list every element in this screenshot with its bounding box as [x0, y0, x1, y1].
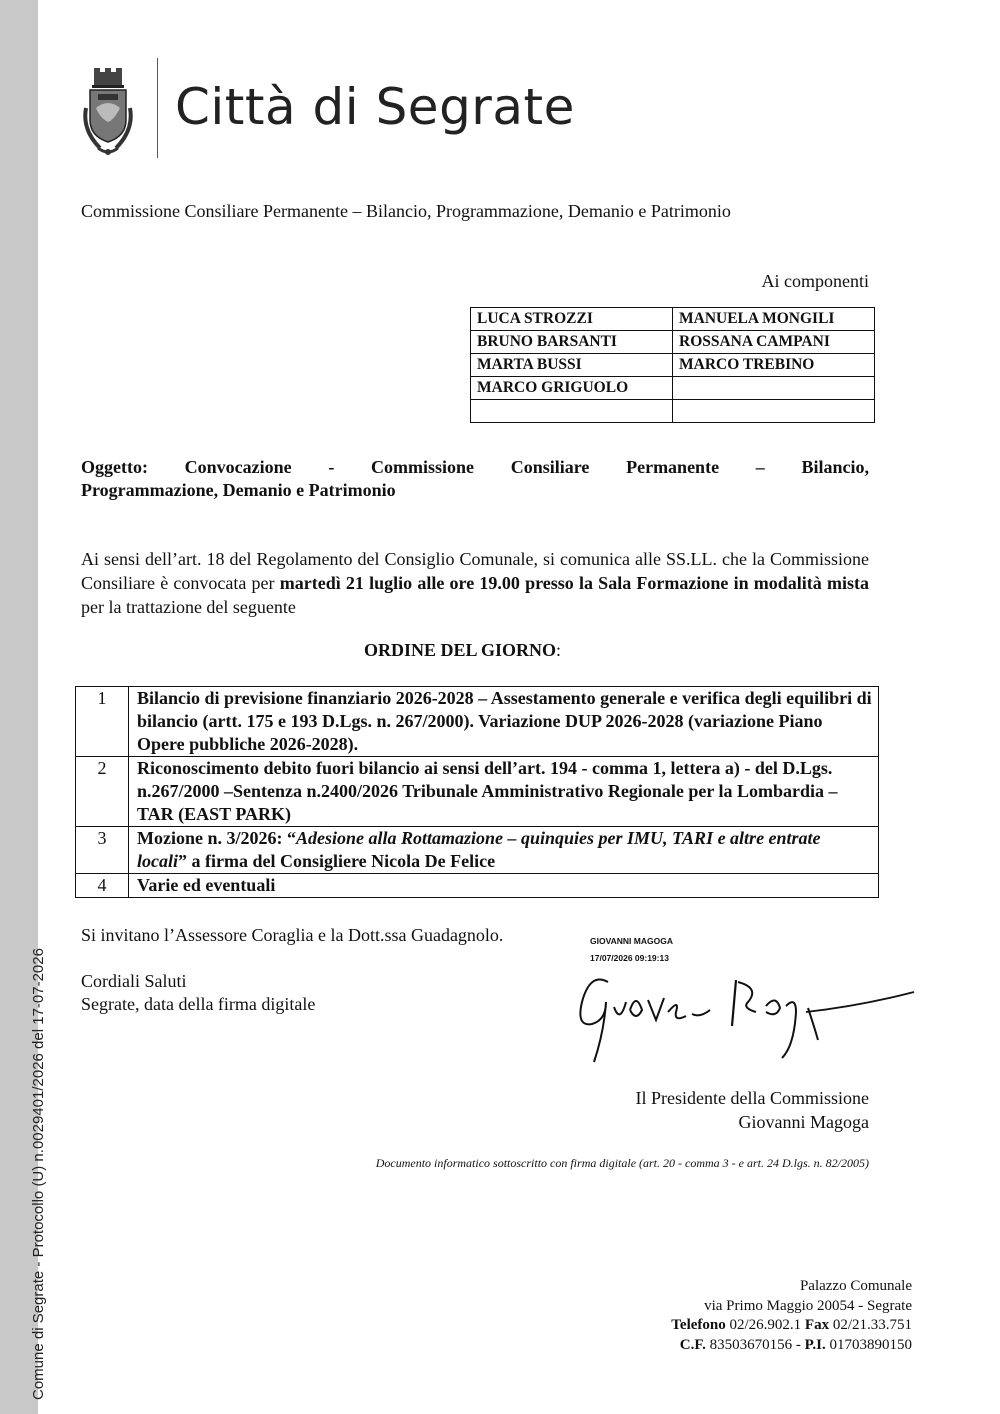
pi-label: P.I. — [804, 1336, 826, 1353]
agenda-table — [75, 686, 879, 898]
protocol-stamp: Comune di Segrate - Protocollo (U) n.0029401/2026 del 17-07-2026 — [30, 948, 47, 1400]
cf-label: C.F. — [679, 1336, 706, 1353]
closing — [81, 970, 315, 1016]
handwritten-signature — [570, 962, 920, 1072]
header-divider — [157, 58, 158, 158]
member-cell — [673, 377, 875, 400]
footer-address: via Primo Maggio 20054 - Segrate — [704, 1297, 912, 1314]
motion-title: Adesione alla Rottamazione – quinquies per IMU, TARI e altre entrate locali — [137, 828, 821, 871]
agenda-title-text: ORDINE DEL GIORNO — [364, 640, 557, 660]
agenda-title-colon: : — [556, 640, 562, 660]
agenda-text: Riconoscimento debito fuori bilancio ai sensi dell’art. 194 - comma 1, lettera a) - del D.Lgs. n.267/2000 –Sentenza n.2400/2026 Tribunale Amministrativo Regionale per la Lombardia – TAR (EAST PARK) — [129, 757, 879, 827]
subject-word: Commissione — [371, 457, 475, 477]
president-name: Giovanni Magoga — [738, 1112, 869, 1132]
member-cell: BRUNO BARSANTI — [471, 331, 673, 354]
convocation-paragraph — [81, 547, 869, 619]
agenda-item — [76, 827, 879, 874]
place-date: Segrate, data della firma digitale — [81, 994, 316, 1014]
subject-word: - — [328, 457, 335, 477]
member-cell — [471, 400, 673, 423]
member-cell: ROSSANA CAMPANI — [673, 331, 875, 354]
coat-of-arms-icon — [78, 68, 138, 160]
agenda-item — [76, 687, 879, 757]
member-cell: LUCA STROZZI — [471, 308, 673, 331]
agenda-item — [76, 874, 879, 898]
footer — [671, 1277, 912, 1355]
digital-signature-name: GIOVANNI MAGOGA — [590, 936, 673, 946]
footer-building: Palazzo Comunale — [799, 1278, 912, 1294]
invite-text: Si invitano l’Assessore Coraglia e la Dott.ssa Guadagnolo. — [81, 925, 504, 945]
digital-signature-note: Documento informatico sottoscritto con firma digitale (art. 20 - comma 3 - e art. 24 D.lgs. n. 82/2005) — [375, 1156, 869, 1170]
agenda-number: 2 — [76, 757, 129, 827]
table-row — [471, 308, 875, 331]
city-name: Città di Segrate — [175, 78, 575, 136]
subject-word: Consiliare — [510, 457, 590, 477]
recipients-intro: Ai componenti — [761, 271, 869, 291]
agenda-number: 3 — [76, 827, 129, 874]
subject — [81, 456, 869, 502]
digital-signature-timestamp: 17/07/2026 09:19:13 — [590, 953, 669, 963]
table-row — [471, 354, 875, 377]
table-row — [471, 331, 875, 354]
member-cell: MARTA BUSSI — [471, 354, 673, 377]
agenda-number: 1 — [76, 687, 129, 757]
agenda-text-part: ” a firma del Consigliere Nicola De Felice — [178, 851, 496, 871]
agenda-text-part: Mozione n. 3/2026: “ — [137, 828, 296, 848]
commission-header: Commissione Consiliare Permanente – Bilancio, Programmazione, Demanio e Patrimonio — [81, 201, 731, 221]
footer-tax-ids: C.F. 83503670156 - P.I. 01703890150 — [679, 1336, 912, 1353]
members-table — [470, 307, 875, 423]
fax-label: Fax — [804, 1317, 830, 1333]
subject-line-1 — [81, 456, 869, 479]
member-cell: MANUELA MONGILI — [673, 308, 875, 331]
footer-contacts — [671, 1316, 912, 1336]
agenda-item — [76, 757, 879, 827]
paragraph-text: Ai sensi dell’art. 18 del Regolamento del Consiglio Comunale, si comunica alle SS.LL. che la Commissione Consiliare è convocata per — [81, 549, 869, 593]
cf-value: 83503670156 — [709, 1336, 793, 1353]
subject-word: Convocazione — [184, 457, 292, 477]
agenda-number: 4 — [76, 874, 129, 898]
member-cell: MARCO TREBINO — [673, 354, 875, 377]
subject-word: Oggetto: — [81, 457, 148, 477]
pi-value: 01703890150 — [829, 1336, 912, 1353]
president-role: Il Presidente della Commissione — [635, 1088, 869, 1108]
subject-word: Permanente — [626, 457, 720, 477]
meeting-details: martedì 21 luglio alle ore 19.00 presso la Sala Formazione in modalità mista — [279, 573, 869, 593]
member-cell: MARCO GRIGUOLO — [471, 377, 673, 400]
paragraph-text: per la trattazione del seguente — [81, 597, 296, 617]
member-cell — [673, 400, 875, 423]
phone-label: Telefono — [671, 1317, 726, 1333]
president-block — [636, 1086, 869, 1134]
agenda-text: Varie ed eventuali — [129, 874, 879, 898]
table-row — [471, 377, 875, 400]
subject-word: – — [755, 457, 765, 477]
greeting: Cordiali Saluti — [81, 971, 187, 991]
phone-number: 02/26.902.1 — [729, 1317, 802, 1333]
subject-word: Bilancio, — [801, 457, 869, 477]
agenda-text — [129, 827, 879, 874]
subject-line-2: Programmazione, Demanio e Patrimonio — [81, 480, 396, 500]
table-row — [471, 400, 875, 423]
agenda-text: Bilancio di previsione finanziario 2026-2028 – Assestamento generale e verifica degli equilibri di bilancio (artt. 175 e 193 D.Lgs. n. 267/2000). Variazione DUP 2026-2028 (variazione Piano Opere pubbliche 2026-2028). — [129, 687, 879, 757]
protocol-sidebar — [0, 0, 47, 1414]
fax-number: 02/21.33.751 — [832, 1317, 912, 1333]
